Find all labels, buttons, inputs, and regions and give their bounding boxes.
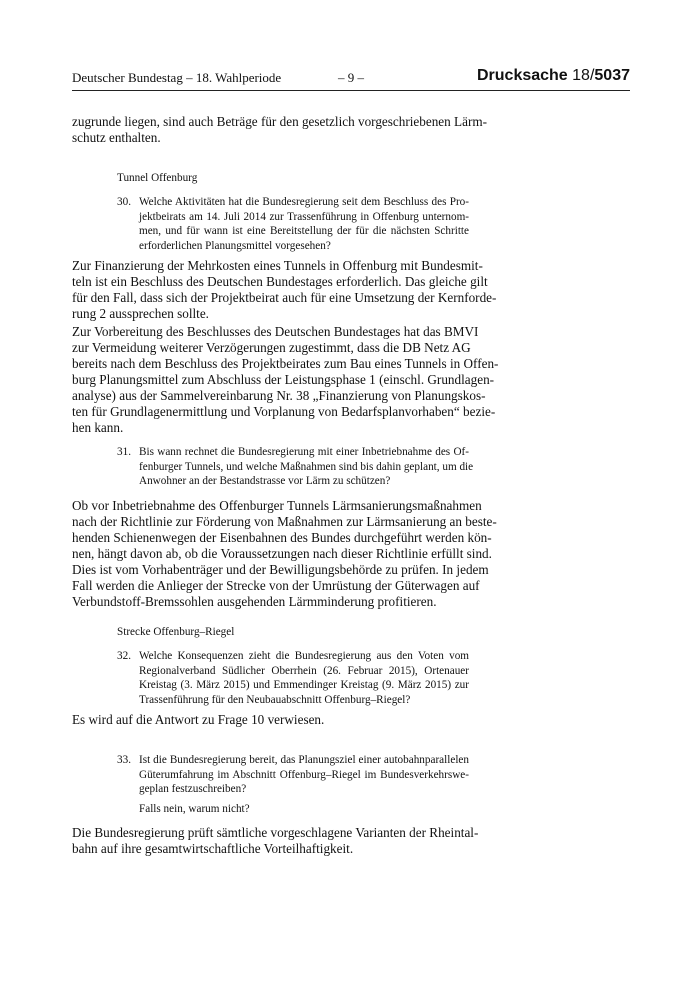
document-number-period: 18/ (572, 67, 595, 84)
text-line: Dies ist vom Vorhabenträger und der Bewilligungsbehörde zu prüfen. In jedem (72, 562, 489, 577)
question-line: Ist die Bundesregierung bereit, das Planungsziel einer autobahnparallelen (139, 754, 469, 766)
text-line: zugrunde liegen, sind auch Beträge für den gesetzlich vorgeschriebenen Lärm- (72, 114, 487, 129)
text-line: rung 2 aussprechen sollte. (72, 306, 209, 321)
question-line: Kreistag (3. März 2015) und Emmendinger Kreistag (9. März 2015) zur (139, 679, 469, 691)
header-rule (72, 90, 630, 91)
question-line: Welche Konsequenzen zieht die Bundesregierung aus den Voten vom (139, 650, 469, 662)
question-line: Güterumfahrung im Abschnitt Offenburg–Riegel im Bundesverkehrswe- (139, 768, 469, 781)
question-line: jektbeirats am 14. Juli 2014 zur Trassenführung in Offenburg unternom- (139, 210, 469, 223)
answer-paragraph (72, 324, 499, 436)
question-number: 33. (117, 754, 131, 766)
text-line: für den Fall, dass sich der Projektbeirat auch für eine Umsetzung der Kernforde- (72, 290, 497, 305)
text-line: bahn auf ihre gesamtwirtschaftliche Vorteilhaftigkeit. (72, 841, 354, 856)
question-number: 31. (117, 446, 131, 458)
text-line: schutz enthalten. (72, 130, 161, 145)
text-line: henden Schienenwegen der Eisenbahnen des Bundes durchgeführt werden kön- (72, 530, 492, 545)
section-heading-tunnel: Tunnel Offenburg (117, 172, 198, 184)
document-number (477, 67, 630, 85)
text-line: teln ist ein Beschluss des Deutschen Bundestages erforderlich. Das gleiche gilt (72, 274, 488, 289)
question-line: erforderlichen Planungsmittel vorgesehen? (139, 239, 331, 252)
text-line: ten für Grundlagenermittlung und Vorplanung von Bedarfsplanvorhaben“ bezie- (72, 404, 496, 419)
text-line: Ob vor Inbetriebnahme des Offenburger Tunnels Lärmsanierungsmaßnahmen (72, 498, 482, 513)
answer-paragraph (72, 498, 497, 610)
question-line: Regionalverband Südlicher Oberrhein (26. Februar 2015), Ortenauer (139, 664, 469, 677)
text-line: Verbundstoff-Bremssohlen ausgehenden Lärmminderung profitieren. (72, 594, 437, 609)
question-number: 32. (117, 650, 131, 662)
answer-paragraph (72, 712, 470, 728)
text-line: bereits nach dem Beschluss des Projektbeirates zum Bau eines Tunnels in Offen- (72, 356, 499, 371)
page-number: – 9 – (338, 70, 364, 85)
paragraph-continued (72, 114, 487, 146)
answer-paragraph (72, 825, 479, 857)
question-line: men, und für wann ist eine Bereitstellung der für die nächsten Schritte (139, 225, 469, 237)
question-number: 30. (117, 196, 131, 208)
text-line: zur Vermeidung weiterer Verzögerungen zugestimmt, dass die DB Netz AG (72, 340, 471, 355)
question-followup: Falls nein, warum nicht? (139, 803, 250, 815)
text-line: Zur Vorbereitung des Beschlusses des Deutschen Bundestages hat das BMVI (72, 324, 479, 339)
text-line: nach der Richtlinie zur Förderung von Maßnahmen zur Lärmsanierung an beste- (72, 514, 497, 529)
header-publication: Deutscher Bundestag – 18. Wahlperiode (72, 70, 282, 85)
question-line: Trassenführung für den Neubauabschnitt Offenburg–Riegel? (139, 693, 411, 706)
text-line: Zur Finanzierung der Mehrkosten eines Tunnels in Offenburg mit Bundesmit- (72, 258, 483, 273)
text-line: hen kann. (72, 420, 124, 435)
text-line: Die Bundesregierung prüft sämtliche vorgeschlagene Varianten der Rheintal- (72, 825, 479, 840)
question-line: geplan festzuschreiben? (139, 783, 247, 795)
question-line: Anwohner an der Bestandstrasse vor Lärm zu schützen? (139, 475, 391, 487)
section-heading-strecke: Strecke Offenburg–Riegel (117, 626, 235, 638)
document-label: Drucksache (476, 67, 568, 84)
text-line: Fall werden die Anlieger der Strecke von der Umrüstung der Güterwagen auf (72, 578, 480, 593)
text-line: nen, hängt davon ab, ob die Voraussetzungen nach dieser Richtlinie erfüllt sind. (72, 546, 492, 561)
text-line: Es wird auf die Antwort zu Frage 10 verwiesen. (72, 712, 325, 727)
page-header (72, 67, 630, 90)
question-line: Bis wann rechnet die Bundesregierung mit einer Inbetriebnahme des Of- (139, 446, 469, 458)
question-line: Welche Aktivitäten hat die Bundesregierung seit dem Beschluss des Pro- (139, 196, 469, 208)
answer-paragraph (72, 258, 497, 322)
document-number-id: 5037 (594, 67, 630, 84)
text-line: analyse) aus der Sammelvereinbarung Nr. 38 „Finanzierung von Planungskos- (72, 388, 486, 403)
text-line: burg Planungsmittel zum Abschluss der Leistungsphase 1 (einschl. Grundlagen- (72, 372, 495, 387)
question-line: fenburger Tunnels, und welche Maßnahmen sind bis dahin geplant, um die (139, 460, 474, 473)
